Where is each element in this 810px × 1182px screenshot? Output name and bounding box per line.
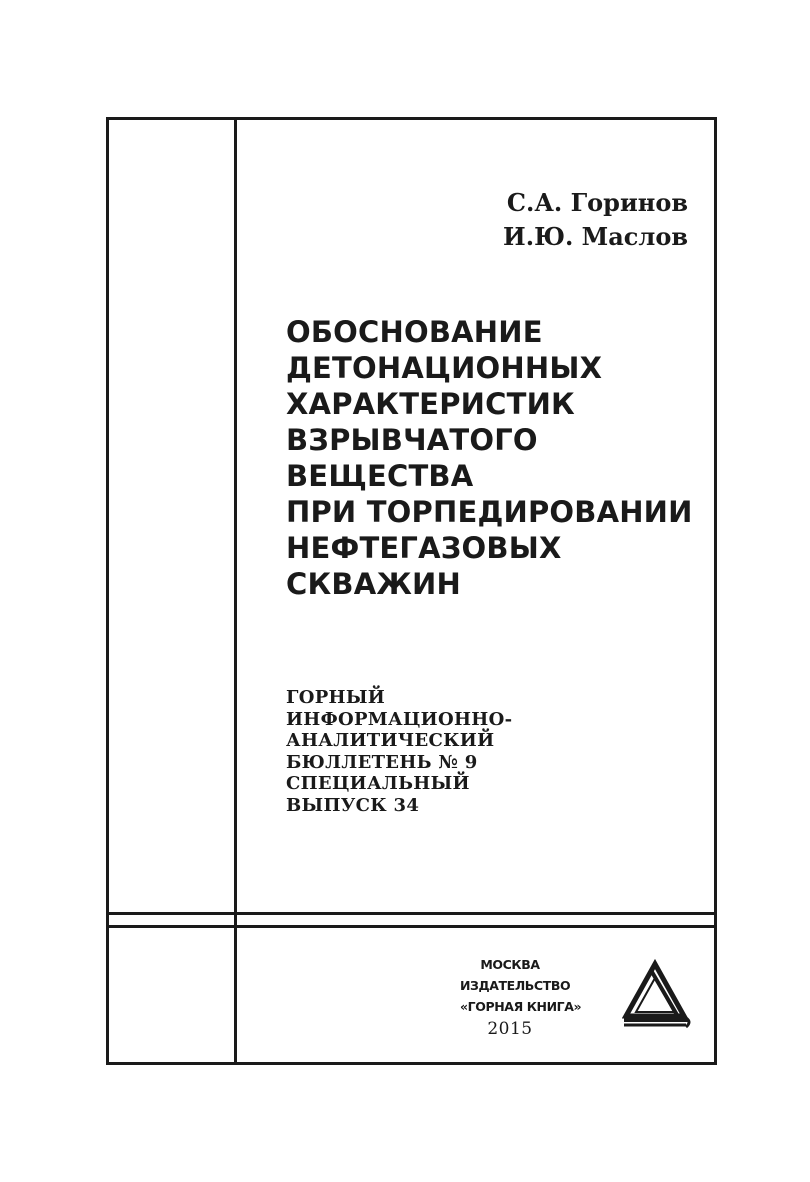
- cover-horizontal-rule-lower: [106, 925, 717, 928]
- series-line: ВЫПУСК 34: [286, 794, 420, 816]
- series-line: ГОРНЫЙ: [286, 687, 386, 708]
- publisher-triangle-book-icon: [622, 958, 694, 1030]
- title-line: СКВАЖИН: [286, 567, 461, 601]
- authors-block: [503, 186, 688, 254]
- series-line: АНАЛИТИЧЕСКИЙ: [286, 730, 495, 751]
- author-1: С.А. Горинов: [506, 188, 688, 217]
- cover-horizontal-rule-upper: [106, 912, 717, 915]
- series-line: СПЕЦИАЛЬНЫЙ: [286, 773, 470, 794]
- imprint-city: МОСКВА: [480, 957, 540, 972]
- title-line: ОБОСНОВАНИЕ: [286, 315, 543, 349]
- series-line: БЮЛЛЕТЕНЬ № 9: [286, 751, 478, 773]
- title-line: НЕФТЕГАЗОВЫХ: [286, 531, 562, 565]
- title-line: ДЕТОНАЦИОННЫХ: [286, 351, 603, 385]
- author-2: И.Ю. Маслов: [503, 222, 688, 251]
- title-line: ХАРАКТЕРИСТИК: [286, 387, 575, 421]
- title-line: ПРИ ТОРПЕДИРОВАНИИ: [286, 495, 693, 529]
- imprint-year: 2015: [487, 1019, 533, 1039]
- title-line: ВЗРЫВЧАТОГО: [286, 423, 538, 457]
- imprint-block: [460, 954, 582, 1040]
- series-block: [286, 687, 586, 816]
- title-line: ВЕЩЕСТВА: [286, 459, 474, 493]
- book-title: [286, 314, 696, 602]
- imprint-publisher-name: «ГОРНАЯ КНИГА»: [460, 999, 582, 1014]
- imprint-publisher-label: ИЗДАТЕЛЬСТВО: [460, 978, 571, 993]
- series-line: ИНФОРМАЦИОННО-: [286, 708, 513, 730]
- cover-vertical-rule: [234, 117, 237, 1065]
